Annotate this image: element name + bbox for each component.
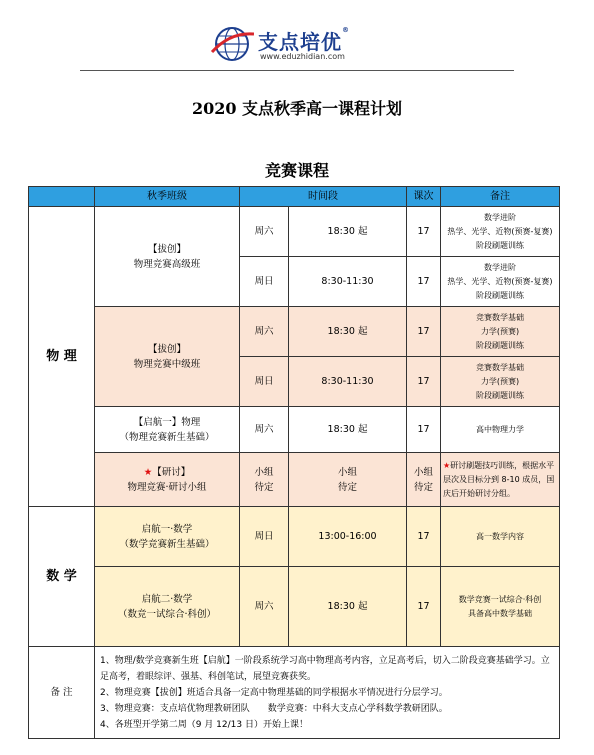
count-cell: 17 <box>407 207 441 257</box>
class-line: 物理竞赛中级班 <box>133 358 201 370</box>
class-name <box>95 307 240 407</box>
logo[interactable] <box>210 22 385 66</box>
note-text: 研讨刷题技巧训练，根据水平层次及目标分到 8-10 成员，国庆后开始研讨分组。 <box>443 460 555 498</box>
note-line: 竞赛数学基础 <box>476 312 524 322</box>
divider <box>80 70 514 71</box>
note-line: 力学(预赛) <box>480 376 520 386</box>
remarks-label: 备 注 <box>29 647 95 739</box>
remarks-row <box>29 647 560 739</box>
class-line: 启航一·数学 <box>141 523 193 535</box>
note-cell <box>441 207 560 257</box>
schedule-table <box>28 186 560 739</box>
note-cell <box>441 453 560 507</box>
note-cell <box>441 357 560 407</box>
remark-line: 4、各班型开学第二周（9 月 12/13 日）开始上课！ <box>100 719 308 730</box>
class-name <box>95 567 240 647</box>
header-cell-empty <box>29 187 95 207</box>
day-cell <box>240 453 289 507</box>
class-line: 物理竞赛高级班 <box>133 258 201 270</box>
note-line: 数学进阶 <box>484 262 516 272</box>
count-line: 小组 <box>413 466 433 478</box>
brand-url: www.eduzhidian.com <box>260 52 345 61</box>
class-name <box>95 207 240 307</box>
class-line: 【研讨】 <box>152 466 191 478</box>
header-time: 时间段 <box>240 187 407 207</box>
class-line: 物理竞赛·研讨小组 <box>127 481 207 493</box>
note-line: 热学、光学、近物(预赛-复赛) <box>447 226 553 236</box>
time-line: 待定 <box>337 481 357 493</box>
count-line: 待定 <box>413 481 433 493</box>
note-line: 阶段刷题训练 <box>476 290 524 300</box>
class-name <box>95 453 240 507</box>
remarks-text <box>95 647 560 739</box>
class-line: 【启航一】物理 <box>133 416 201 428</box>
note-cell <box>441 307 560 357</box>
time-cell: 8:30-11:30 <box>289 357 407 407</box>
section-title: 竞赛课程 <box>264 161 329 180</box>
count-cell <box>407 453 441 507</box>
table-header-row <box>29 187 560 207</box>
time-line: 小组 <box>337 466 357 478</box>
time-cell <box>289 453 407 507</box>
table-row <box>29 307 560 357</box>
time-cell: 18:30 起 <box>289 567 407 647</box>
class-line: 【拔创】 <box>147 343 186 355</box>
class-line: 【拔创】 <box>147 243 186 255</box>
class-line: 启航二·数学 <box>141 593 193 605</box>
note-line: 阶段刷题训练 <box>476 240 524 250</box>
star-icon: ★ <box>143 466 153 478</box>
day-cell: 周日 <box>240 357 289 407</box>
class-line: （数学竞赛新生基础） <box>119 538 215 550</box>
day-cell: 周日 <box>240 257 289 307</box>
time-cell: 13:00-16:00 <box>289 507 407 567</box>
table-row <box>29 507 560 567</box>
header-count: 课次 <box>407 187 441 207</box>
note-cell: 高中物理力学 <box>441 407 560 453</box>
note-line: 力学(预赛) <box>480 326 520 336</box>
header-class: 秋季班级 <box>95 187 240 207</box>
day-cell: 周日 <box>240 507 289 567</box>
time-cell: 18:30 起 <box>289 407 407 453</box>
note-cell <box>441 257 560 307</box>
count-cell: 17 <box>407 257 441 307</box>
table-row <box>29 567 560 647</box>
note-line: 阶段刷题训练 <box>476 390 524 400</box>
day-line: 待定 <box>254 481 274 493</box>
count-cell: 17 <box>407 507 441 567</box>
day-cell: 周六 <box>240 207 289 257</box>
note-line: 阶段刷题训练 <box>476 340 524 350</box>
note-cell <box>441 567 560 647</box>
remark-line: 2、物理竞赛【拔创】班适合具备一定高中物理基础的同学根据水平情况进行分层学习。 <box>100 687 448 698</box>
count-cell: 17 <box>407 407 441 453</box>
subject-math: 数 学 <box>29 507 95 647</box>
time-cell: 8:30-11:30 <box>289 257 407 307</box>
note-line: 数学竞赛一试综合·科创 <box>458 594 542 604</box>
time-cell: 18:30 起 <box>289 307 407 357</box>
star-icon: ★ <box>443 460 451 470</box>
note-line: 竞赛数学基础 <box>476 362 524 372</box>
class-line: （数竞一试综合·科创） <box>117 608 217 620</box>
count-cell: 17 <box>407 567 441 647</box>
globe-icon <box>210 22 254 66</box>
brand-name: 支点培优® <box>258 26 350 54</box>
header-note: 备注 <box>441 187 560 207</box>
class-name <box>95 407 240 453</box>
count-cell: 17 <box>407 307 441 357</box>
subject-physics: 物 理 <box>29 207 95 507</box>
table-row <box>29 207 560 257</box>
table-row <box>29 453 560 507</box>
day-cell: 周六 <box>240 407 289 453</box>
class-name <box>95 507 240 567</box>
note-line: 具备高中数学基础 <box>468 608 532 618</box>
remark-line: 3、物理竞赛：支点培优物理教研团队 数学竞赛：中科大支点心学科数学教研团队。 <box>100 703 448 714</box>
note-cell: 高一数学内容 <box>441 507 560 567</box>
day-cell: 周六 <box>240 567 289 647</box>
time-cell: 18:30 起 <box>289 207 407 257</box>
note-line: 数学进阶 <box>484 212 516 222</box>
class-line: （物理竞赛新生基础） <box>119 431 215 443</box>
count-cell: 17 <box>407 357 441 407</box>
remark-line: 1、物理/数学竞赛新生班【启航】一阶段系统学习高中物理高考内容，立足高考后，切入二阶段竞赛基础学习。立足高考，着眼综评、强基、科创笔试，展望竞赛获奖。 <box>100 655 550 682</box>
day-cell: 周六 <box>240 307 289 357</box>
day-line: 小组 <box>254 466 274 478</box>
note-line: 热学、光学、近物(预赛-复赛) <box>447 276 553 286</box>
page-title: 2020 支点秋季高一课程计划 <box>191 99 403 118</box>
table-row <box>29 407 560 453</box>
